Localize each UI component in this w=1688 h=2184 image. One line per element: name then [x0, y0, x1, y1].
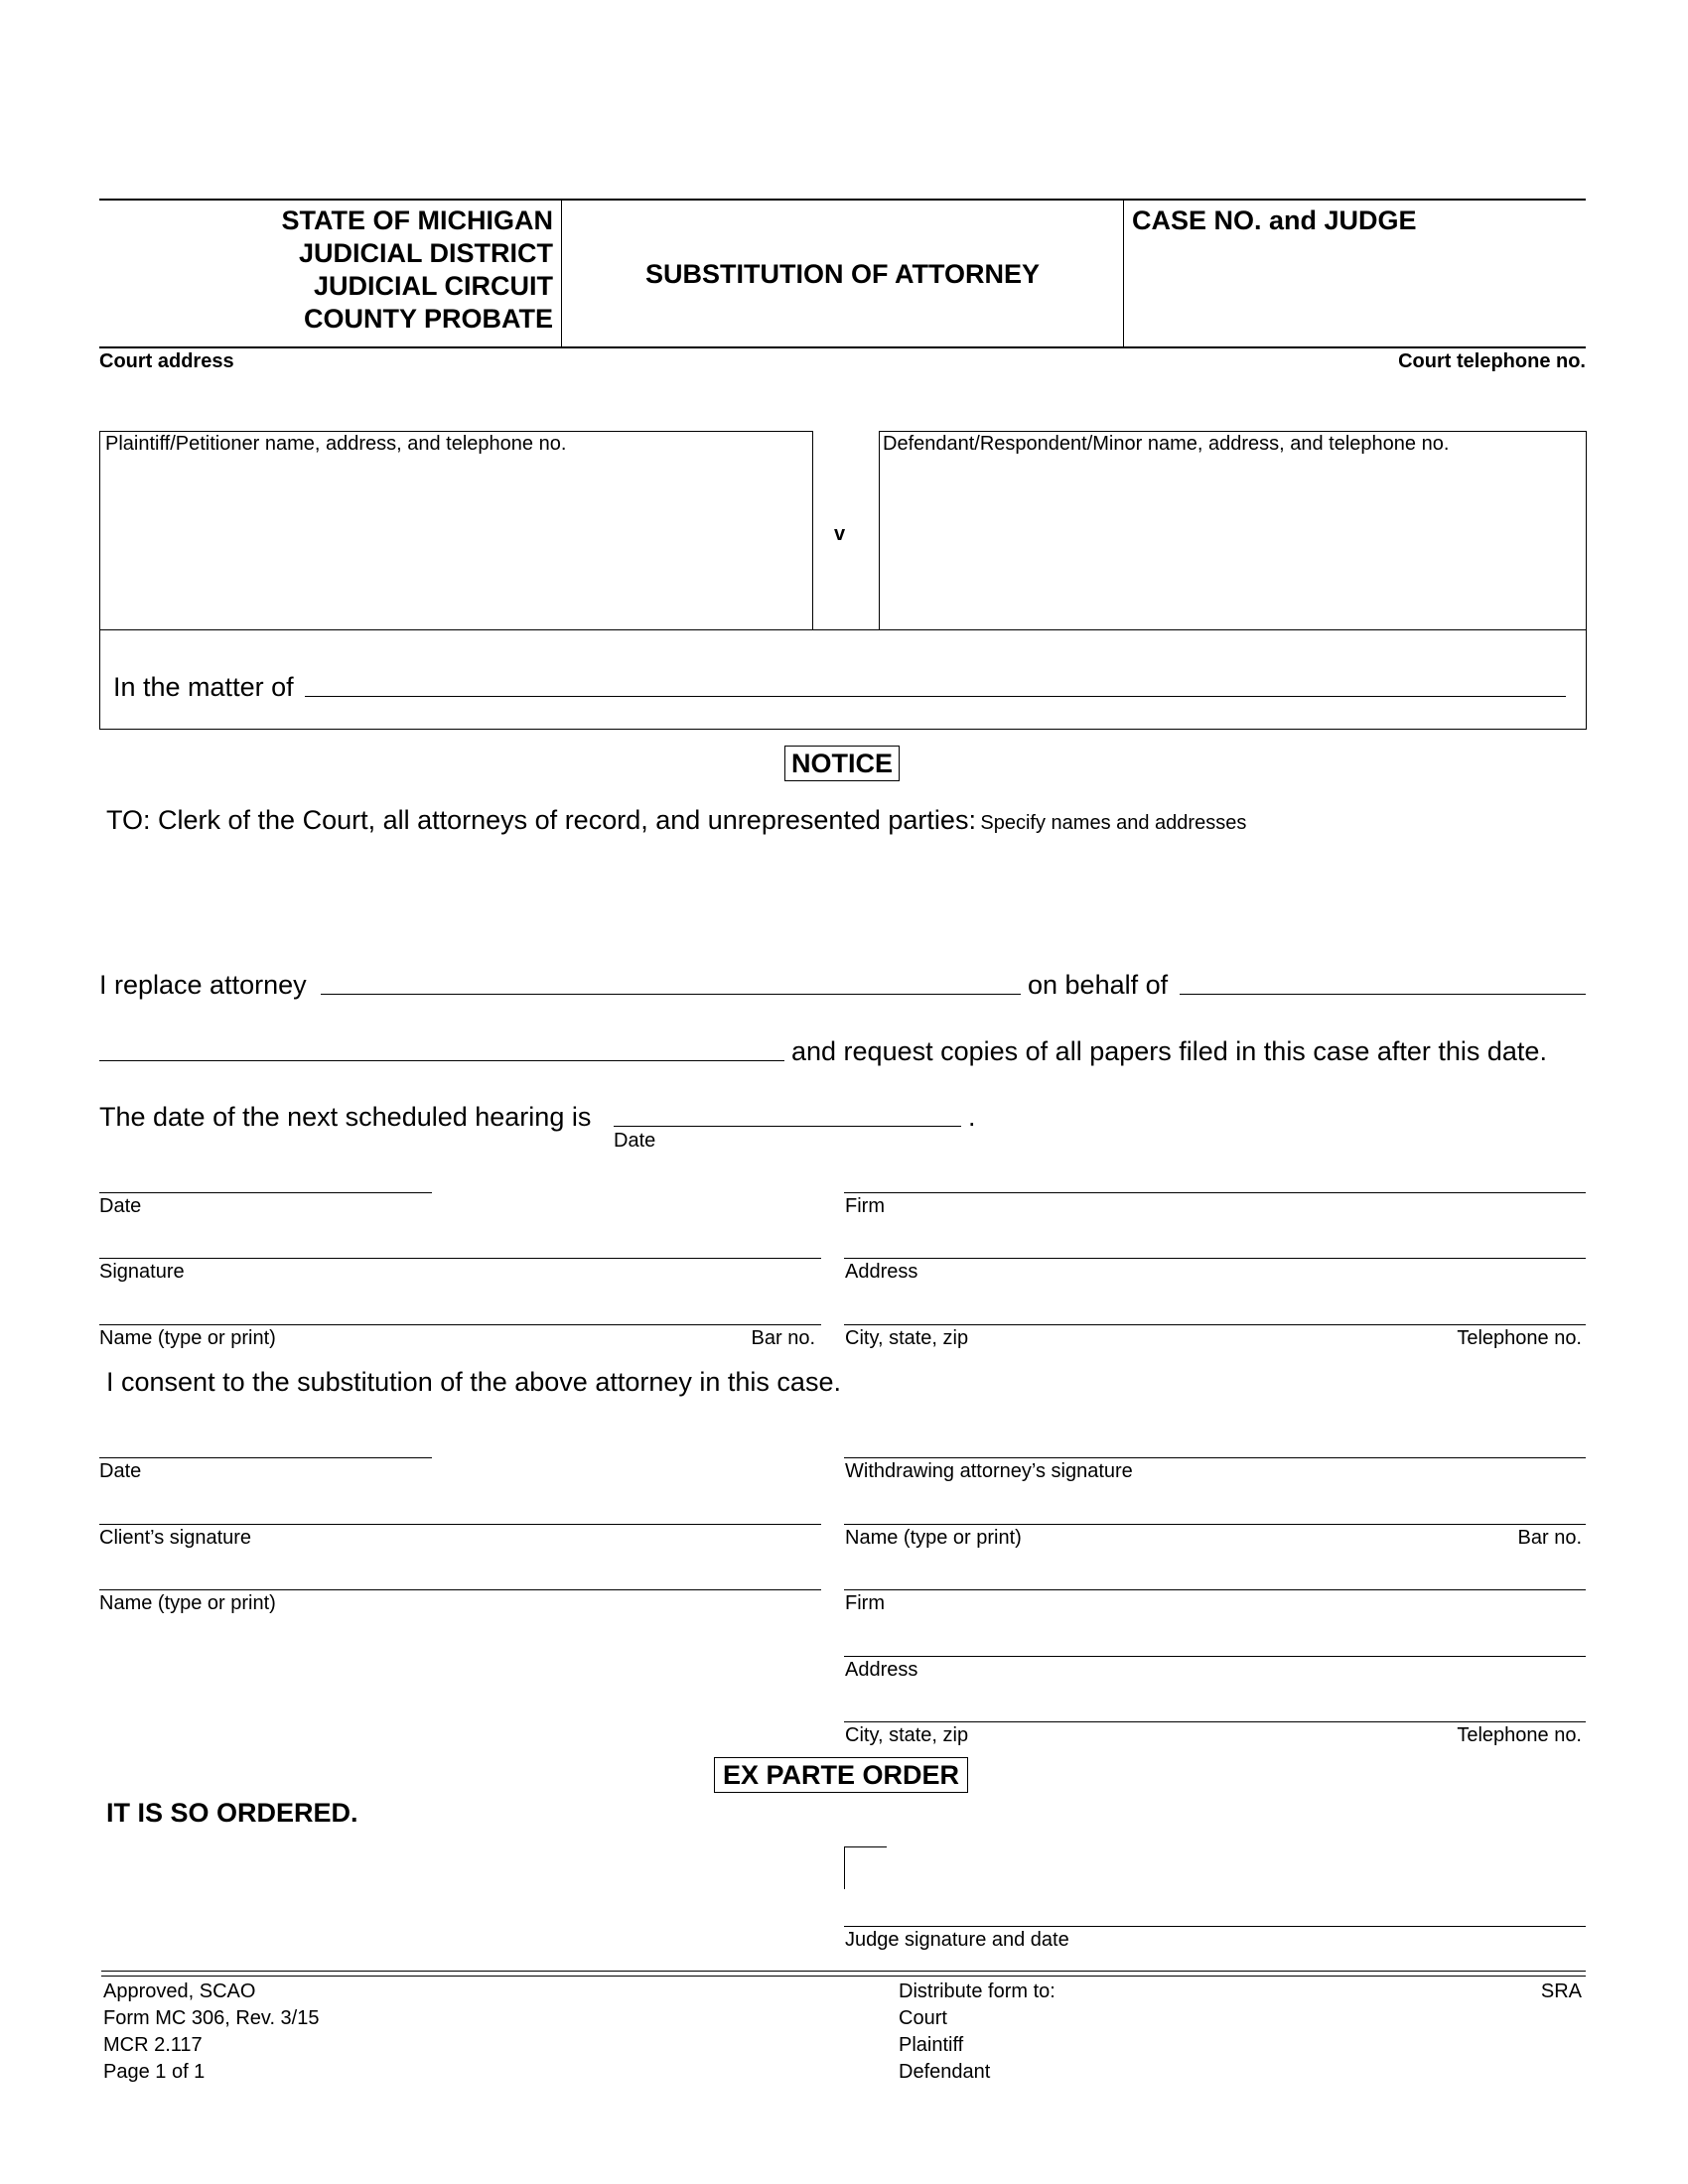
- withdrawing-firm-caption: Firm: [845, 1592, 885, 1614]
- withdrawing-phone-caption: Telephone no.: [1457, 1724, 1582, 1746]
- client-signature-caption: Client’s signature: [99, 1527, 252, 1549]
- notice-to-text: TO: Clerk of the Court, all attorneys of record, and unrepresented parties:: [106, 805, 976, 835]
- withdrawing-city-line[interactable]: [844, 1721, 1586, 1722]
- footer-form-number: Form MC 306, Rev. 3/15: [103, 2007, 320, 2029]
- case-no-label: CASE NO. and JUDGE: [1132, 205, 1417, 235]
- footer-approved: Approved, SCAO: [103, 1980, 256, 2002]
- defendant-label: Defendant/Respondent/Minor name, address, and telephone no.: [883, 433, 1450, 455]
- plaintiff-label: Plaintiff/Petitioner name, address, and telephone no.: [105, 433, 567, 455]
- versus-label: v: [834, 523, 846, 545]
- notice-to-hint: Specify names and addresses: [980, 812, 1247, 834]
- judge-signature-caption: Judge signature and date: [845, 1929, 1069, 1951]
- replaced-attorney-input[interactable]: [321, 994, 1021, 995]
- footer-rule-top: [101, 1971, 1586, 1972]
- party-name-input[interactable]: [99, 1060, 784, 1061]
- on-behalf-label: on behalf of: [1028, 970, 1169, 1000]
- new-atty-name-caption: Name (type or print): [99, 1327, 276, 1349]
- notice-heading: NOTICE: [784, 746, 900, 781]
- new-atty-firm-line[interactable]: [844, 1192, 1586, 1193]
- withdrawing-signature-line[interactable]: [844, 1457, 1586, 1458]
- client-name-line[interactable]: [99, 1589, 821, 1590]
- form-title: SUBSTITUTION OF ATTORNEY: [645, 259, 1040, 289]
- header-divider-right: [1123, 200, 1124, 346]
- new-atty-address-line[interactable]: [844, 1258, 1586, 1259]
- so-ordered-text: IT IS SO ORDERED.: [106, 1798, 358, 1828]
- hearing-date-caption: Date: [614, 1130, 656, 1152]
- court-address-label: Court address: [99, 350, 234, 372]
- defendant-box[interactable]: [879, 431, 1587, 630]
- new-atty-signature-caption: Signature: [99, 1261, 185, 1283]
- new-atty-bar-caption: Bar no.: [751, 1327, 815, 1349]
- withdrawing-signature-caption: Withdrawing attorney’s signature: [845, 1460, 1133, 1482]
- new-atty-date-caption: Date: [99, 1195, 142, 1217]
- withdrawing-name-line[interactable]: [844, 1524, 1586, 1525]
- footer-distribute-label: Distribute form to:: [899, 1980, 1055, 2002]
- hearing-date-label: The date of the next scheduled hearing is: [99, 1102, 592, 1132]
- withdrawing-firm-line[interactable]: [844, 1589, 1586, 1590]
- consent-date-line[interactable]: [99, 1457, 432, 1458]
- new-atty-firm-caption: Firm: [845, 1195, 885, 1217]
- hearing-date-input[interactable]: [614, 1126, 961, 1127]
- replace-attorney-label: I replace attorney: [99, 970, 307, 1000]
- court-line-district: JUDICIAL DISTRICT: [298, 238, 553, 268]
- court-line-state: STATE OF MICHIGAN: [281, 205, 553, 235]
- new-atty-address-caption: Address: [845, 1261, 918, 1283]
- matter-box: [99, 629, 1587, 730]
- withdrawing-bar-caption: Bar no.: [1517, 1527, 1582, 1549]
- court-line-probate: COUNTY PROBATE: [303, 304, 553, 334]
- footer-rule-bottom: [101, 1976, 1586, 1977]
- matter-label: In the matter of: [113, 672, 294, 702]
- new-atty-city-caption: City, state, zip: [845, 1327, 969, 1349]
- court-line-circuit: JUDICIAL CIRCUIT: [313, 271, 553, 301]
- header-bottom-rule: [99, 346, 1586, 348]
- client-name-caption: Name (type or print): [99, 1592, 276, 1614]
- notice-recipients-area[interactable]: [106, 844, 1586, 943]
- new-atty-date-line[interactable]: [99, 1192, 432, 1193]
- new-atty-city-line[interactable]: [844, 1324, 1586, 1325]
- footer-code: SRA: [1540, 1980, 1582, 2002]
- court-name-block: [99, 205, 553, 336]
- withdrawing-city-caption: City, state, zip: [845, 1724, 969, 1746]
- on-behalf-input[interactable]: [1180, 994, 1586, 995]
- judge-signature-line[interactable]: [844, 1926, 1586, 1927]
- footer-distribution-block: [899, 1979, 1055, 2086]
- footer-dist-defendant: Defendant: [899, 2061, 991, 2083]
- court-telephone-label: Court telephone no.: [1398, 350, 1586, 372]
- new-atty-phone-caption: Telephone no.: [1457, 1327, 1582, 1349]
- notice-to-line: [106, 804, 1246, 836]
- footer-page: Page 1 of 1: [103, 2061, 206, 2083]
- ex-parte-heading: EX PARTE ORDER: [714, 1757, 968, 1793]
- new-atty-name-line[interactable]: [99, 1324, 821, 1325]
- plaintiff-box[interactable]: [99, 431, 813, 630]
- withdrawing-address-line[interactable]: [844, 1656, 1586, 1657]
- hearing-period: .: [968, 1102, 976, 1132]
- footer-dist-plaintiff: Plaintiff: [899, 2034, 964, 2056]
- new-atty-signature-line[interactable]: [99, 1258, 821, 1259]
- footer-dist-court: Court: [899, 2007, 947, 2029]
- header-top-rule: [99, 199, 1586, 201]
- footer-left-block: [103, 1979, 319, 2086]
- consent-date-caption: Date: [99, 1460, 142, 1482]
- footer-rule-citation: MCR 2.117: [103, 2034, 203, 2056]
- withdrawing-name-caption: Name (type or print): [845, 1527, 1022, 1549]
- consent-text: I consent to the substitution of the above attorney in this case.: [106, 1367, 841, 1397]
- request-copies-text: and request copies of all papers filed in this case after this date.: [791, 1036, 1547, 1066]
- withdrawing-address-caption: Address: [845, 1659, 918, 1681]
- judge-signature-corner-mark: [844, 1846, 887, 1889]
- client-signature-line[interactable]: [99, 1524, 821, 1525]
- matter-input-line[interactable]: [305, 696, 1566, 697]
